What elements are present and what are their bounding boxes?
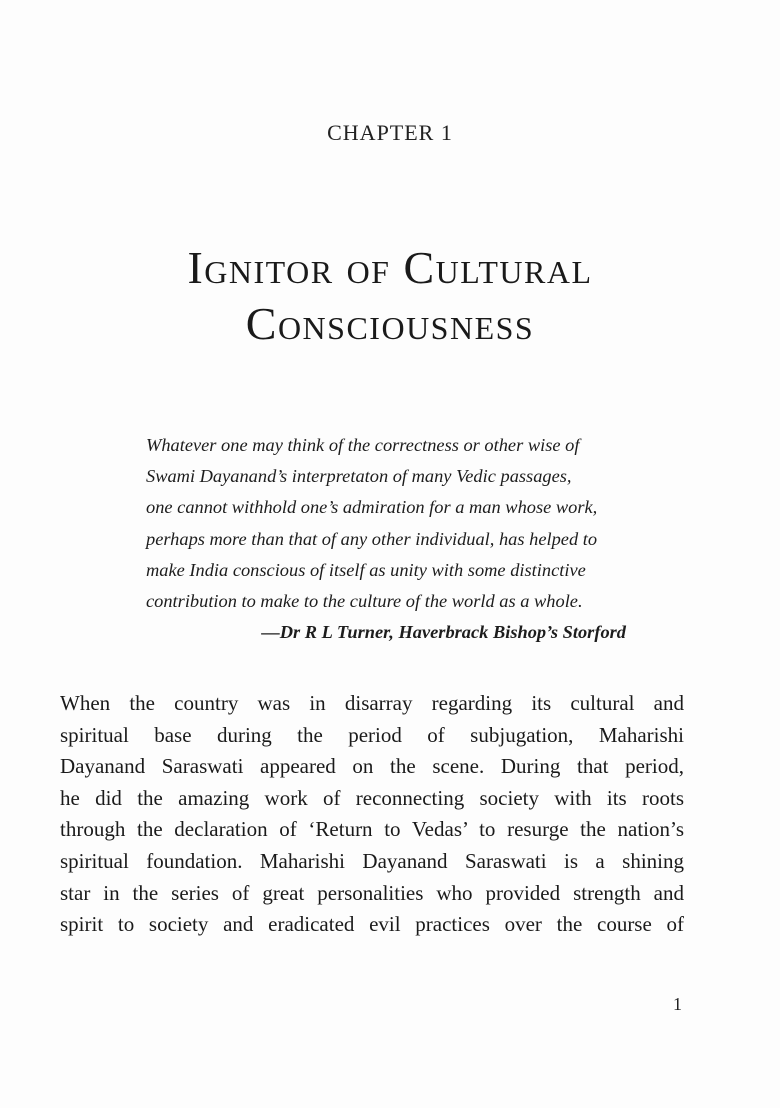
body-paragraph [60,688,684,941]
epigraph-line: Whatever one may think of the correctness or other wise of [146,435,580,455]
body-line: through the declaration of ‘Return to Vedas’ to resurge the nation’s [60,817,684,842]
epigraph-line: Swami Dayanand’s interpretaton of many Vedic passages, [146,466,572,487]
epigraph-line: one cannot withhold one’s admiration for a man whose work, [146,497,598,518]
epigraph-line: perhaps more than that of any other individual, has helped to [146,528,598,549]
body-line: he did the amazing work of reconnecting society with its roots [60,785,684,810]
body-line: spiritual base during the period of subjugation, Maharishi [60,722,684,747]
body-line: spirit to society and eradicated evil practices over the course of [60,912,684,937]
epigraph-quote [146,430,646,648]
body-line: When the country was in disarray regarding its cultural and [60,691,684,715]
chapter-title-line-2: Consciousness [245,298,535,349]
body-line: Dayanand Saraswati appeared on the scene. During that period, [60,754,684,779]
chapter-label: CHAPTER 1 [327,120,453,145]
chapter-title-line-1: Ignitor of Cultural [187,242,593,293]
body-line: star in the series of great personalities who provided strength and [60,880,684,905]
epigraph-attribution: —Dr R L Turner, Haverbrack Bishop’s Storford [261,622,626,643]
epigraph-line: contribution to make to the culture of the world as a whole. [146,591,583,612]
body-line: spiritual foundation. Maharishi Dayanand Saraswati is a shining [60,848,684,873]
epigraph-line: make India conscious of itself as unity with some distinctive [146,559,586,580]
chapter-title [0,240,780,352]
page-number: 1 [673,994,682,1014]
